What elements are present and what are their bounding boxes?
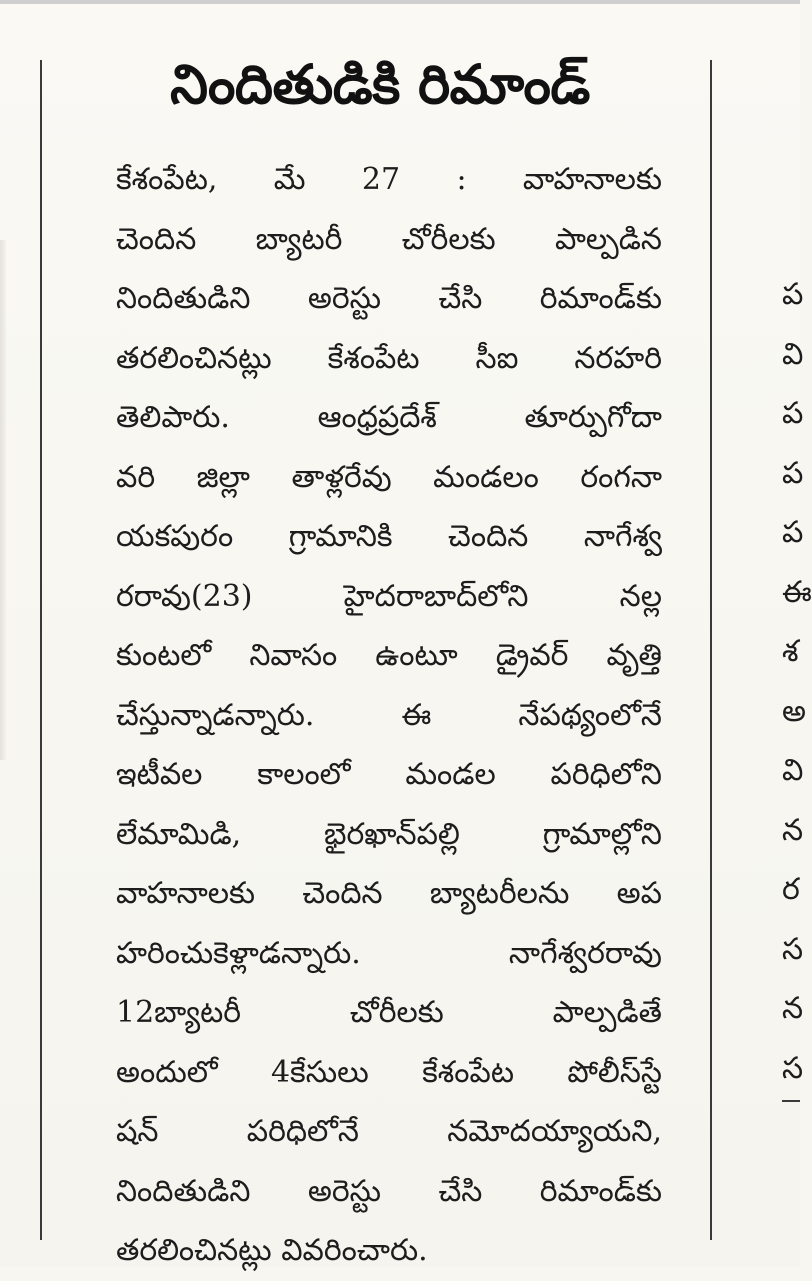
article-line: కేశంపేట, మే 27 : వాహనాలకు xyxy=(116,162,662,197)
adjacent-line-fragment: స xyxy=(782,1050,804,1086)
left-column-divider xyxy=(40,60,42,1240)
article-line: షన్ పరిధిలోనే నమోదయ్యాయని, xyxy=(116,1114,662,1149)
article-line: నిందితుడిని అరెస్టు చేసి రిమాండ్‌కు xyxy=(116,1173,662,1209)
article-line: వరి జిల్లా తాళ్లరేవు మండలం రంగనా xyxy=(116,459,662,495)
article-line: చెందిన బ్యాటరీ చోరీలకు పాల్పడిన xyxy=(116,221,662,257)
article-line: వాహనాలకు చెందిన బ్యాటరీలను అప xyxy=(116,876,662,911)
adjacent-line-fragment: ప xyxy=(782,455,804,491)
adjacent-article-fragment xyxy=(782,265,812,1098)
article-line: తరలించినట్లు వివరించారు. xyxy=(116,1233,428,1268)
article-line: నిందితుడిని అరెస్టు చేసి రిమాండ్‌కు xyxy=(116,281,662,316)
adjacent-line-fragment: న xyxy=(782,812,804,848)
adjacent-line-fragment: ర xyxy=(782,872,800,907)
left-column-edge xyxy=(0,240,6,760)
adjacent-line-fragment: అ xyxy=(782,693,806,729)
adjacent-article-rule xyxy=(782,1100,800,1102)
article-line: తెలిపారు. ఆంధ్రప్రదేశ్ తూర్పుగోదా xyxy=(116,400,662,435)
right-column-divider xyxy=(710,60,712,1240)
adjacent-line-fragment: వి xyxy=(782,336,804,372)
article-headline: నిందితుడికి రిమాండ్ xyxy=(170,53,590,116)
article-line: హరించుకెళ్లాడన్నారు. నాగేశ్వరరావు xyxy=(116,935,662,971)
article-line: కుంటలో నివాసం ఉంటూ డ్రైవర్ వృత్తి xyxy=(116,638,662,673)
top-border xyxy=(0,0,800,4)
adjacent-line-fragment: ప xyxy=(782,515,804,550)
article-line: అందులో 4కేసులు కేశంపేట పోలీస్‌స్టే xyxy=(116,1054,662,1090)
article-line: రరావు(23) హైదరాబాద్‌లోని నల్ల xyxy=(116,578,662,614)
article-line: 12బ్యాటరీ చోరీలకు పాల్పడితే xyxy=(116,995,662,1030)
article-line: చేస్తున్నాడన్నారు. ఈ నేపథ్యంలోనే xyxy=(116,697,662,733)
article-line: యకపురం గ్రామానికి చెందిన నాగేశ్వ xyxy=(116,519,662,554)
adjacent-line-fragment: స xyxy=(782,931,804,967)
adjacent-line-fragment: ప xyxy=(782,277,804,312)
article-line: లేమామిడి, భైరఖాన్‌పల్లి గ్రామాల్లోని xyxy=(116,816,662,852)
adjacent-line-fragment: ఈ xyxy=(782,574,812,610)
adjacent-line-fragment: న xyxy=(782,991,804,1026)
adjacent-line-fragment: వి xyxy=(782,753,804,788)
article-body xyxy=(116,150,662,1281)
adjacent-line-fragment: శ xyxy=(782,634,799,669)
article-line: తరలించినట్లు కేశంపేట సీఐ నరహరి xyxy=(116,340,662,376)
adjacent-line-fragment: ప xyxy=(782,396,804,431)
article-line: ఇటీవల కాలంలో మండల పరిధిలోని xyxy=(116,757,662,792)
